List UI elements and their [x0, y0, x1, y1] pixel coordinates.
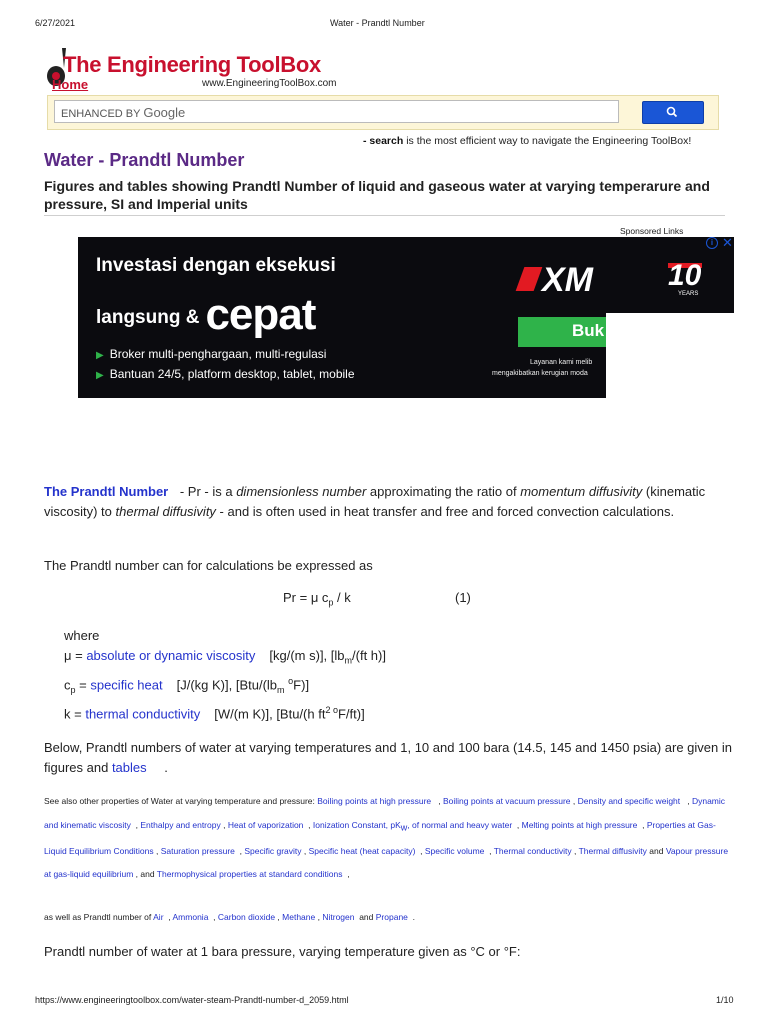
ad-fineprint: mengakibatkan kerugian moda: [492, 370, 588, 377]
see-also-link[interactable]: Specific volume: [424, 845, 485, 856]
site-logo-title[interactable]: The Engineering ToolBox: [63, 52, 321, 77]
ad-controls: [706, 237, 734, 251]
see-also-link[interactable]: Enthalpy and entropy: [140, 819, 221, 830]
print-url: https://www.engineeringtoolbox.com/water-steam-Prandtl-number-d_2059.html: [35, 995, 349, 1005]
see-also-link[interactable]: Thermal conductivity: [493, 845, 572, 856]
search-bar: [47, 95, 719, 130]
see-also-link[interactable]: Thermal diffusivity: [578, 845, 647, 856]
ad-headline-1: Investasi dengan eksekusi: [96, 255, 336, 276]
home-link[interactable]: Home: [52, 77, 89, 92]
see-also-link[interactable]: Dynamic and kinematic viscosity: [44, 796, 726, 830]
see-also-link[interactable]: Specific gravity: [244, 845, 302, 856]
ad-bullet: ▶ Bantuan 24/5, platform desktop, tablet, mobile: [96, 367, 355, 381]
search-icon: [643, 102, 703, 123]
where-label: where: [64, 628, 100, 643]
page-subtitle: Figures and tables showing Prandtl Number of liquid and gaseous water at varying temperarure and pressure, SI and Imperial units: [44, 178, 710, 212]
ad-banner[interactable]: [78, 237, 734, 398]
sponsored-label: Sponsored Links: [620, 226, 684, 236]
ad-years: YEARS: [678, 291, 699, 297]
definition-mu: μ = absolute or dynamic viscosity [kg/(m s)], [$lb_m/(ft$ h)]: [64, 648, 386, 666]
see-also-list: See also other properties of Water at varying temperature and pressure: Boiling points at high pressure , Boiling points at vacuum pressure , Density and specific weight , Dynamic and kinematic viscosity , Enthalpy and entropy , Heat of vaporization , Ionization Constant, $pK_w$, of normal and heavy water , Melting points at high pressure , Properties at Gas-Liquid Equilibrium Conditions , Saturation pressure , Specific gravity , Specific heat (heat capacity) , Specific volume , Thermal conductivity , Thermal diffusivity and Vapour pressure at gas-liquid equilibrium , and Thermophysical properties at standard conditions ,: [44, 796, 729, 880]
print-date: 6/27/2021: [35, 18, 76, 28]
search-button[interactable]: [642, 101, 704, 124]
equation-number: (1): [455, 590, 471, 605]
see-also-link[interactable]: Melting points at high pressure: [521, 819, 638, 830]
search-enhanced-label: ENHANCED BY: [61, 108, 141, 120]
expression-text: The Prandtl number can for calculations be expressed as: [44, 558, 373, 573]
ad-info-icon[interactable]: i: [706, 237, 718, 249]
site-url: www.EngineeringToolBox.com: [202, 78, 337, 89]
see-also-link[interactable]: Ionization Constant, $pK_w$, of normal and heavy water: [312, 819, 513, 833]
see-also-link[interactable]: Heat of vaporization: [227, 819, 304, 830]
search-input[interactable]: [54, 100, 619, 123]
see-also-prandtl-others: as well as Prandtl number of Air , Ammonia , Carbon dioxide , Methane , Nitrogen and Propane .: [44, 912, 415, 922]
ad-bullet: ▶ Broker multi-penghargaan, multi-regulasi: [96, 347, 327, 361]
print-title: Water - Prandtl Number: [330, 18, 425, 28]
see-also-link[interactable]: Saturation pressure: [160, 845, 235, 856]
prandtl-link[interactable]: Methane: [282, 912, 316, 922]
prandtl-link[interactable]: Carbon dioxide: [217, 912, 276, 922]
thermal-conductivity-link[interactable]: thermal conductivity: [85, 706, 201, 722]
below-paragraph: Below, Prandtl numbers of water at varying temperatures and 1, 10 and 100 bara (14.5, 145 and 1450 psia) are given in figures and tables .: [44, 740, 732, 775]
see-also-link[interactable]: Specific heat (heat capacity): [308, 845, 416, 856]
ad-brand-logo: XM 10 YEARS: [518, 253, 734, 313]
ad-fineprint: Layanan kami melib: [530, 359, 593, 366]
prandtl-link[interactable]: Nitrogen: [322, 912, 355, 922]
ad-headline-2: langsung & cepat: [96, 290, 316, 339]
closing-paragraph: Prandtl number of water at 1 bara pressure, varying temperature given as °C or °F:: [44, 944, 521, 959]
see-also-link[interactable]: Thermophysical properties at standard conditions: [156, 869, 343, 880]
google-brand: Google: [143, 105, 186, 120]
divider: [44, 215, 725, 216]
search-tagline: - search is the most efficient way to navigate the Engineering ToolBox!: [363, 135, 692, 147]
ad-white-panel: [606, 313, 734, 398]
intro-paragraph: The Prandtl Number - Pr - is a dimensionless number approximating the ratio of momentum diffusivity (kinematic viscosity) to thermal diffusivity - and is often used in heat transfer and free and forced convection calculations.: [44, 484, 706, 519]
dynamic-viscosity-link[interactable]: absolute or dynamic viscosity: [86, 648, 256, 663]
prandtl-link[interactable]: Ammonia: [172, 912, 209, 922]
specific-heat-link[interactable]: specific heat: [90, 677, 163, 693]
see-also-link[interactable]: Boiling points at high pressure: [317, 796, 432, 806]
see-also-link[interactable]: Boiling points at vacuum pressure: [442, 796, 571, 806]
formula: Pr = μ $c_p$ / k: [283, 590, 351, 608]
prandtl-link[interactable]: Propane: [375, 912, 408, 922]
close-icon[interactable]: ✕: [722, 235, 733, 250]
tables-link[interactable]: tables: [111, 760, 147, 775]
ad-cta-button[interactable]: Buk: [518, 317, 734, 347]
prandtl-term-link[interactable]: The Prandtl Number: [44, 484, 169, 499]
page-title: Water - Prandtl Number: [44, 150, 245, 170]
definition-k: k = thermal conductivity [W/(m K)], [Btu/(h $ft^{2 o}F/ft$)]: [64, 705, 365, 722]
definition-cp: $c_p$ = specific heat [J/(kg K)], [$Btu/(lb_m$ $^o$F)]: [64, 676, 310, 695]
see-also-link[interactable]: Vapour pressure at gas-liquid equilibrium: [44, 845, 729, 880]
see-also-link[interactable]: Density and specific weight: [577, 796, 681, 806]
print-page-number: 1/10: [716, 995, 734, 1005]
see-also-link[interactable]: Properties at Gas-Liquid Equilibrium Conditions: [44, 819, 716, 856]
prandtl-link[interactable]: Air: [153, 912, 164, 922]
